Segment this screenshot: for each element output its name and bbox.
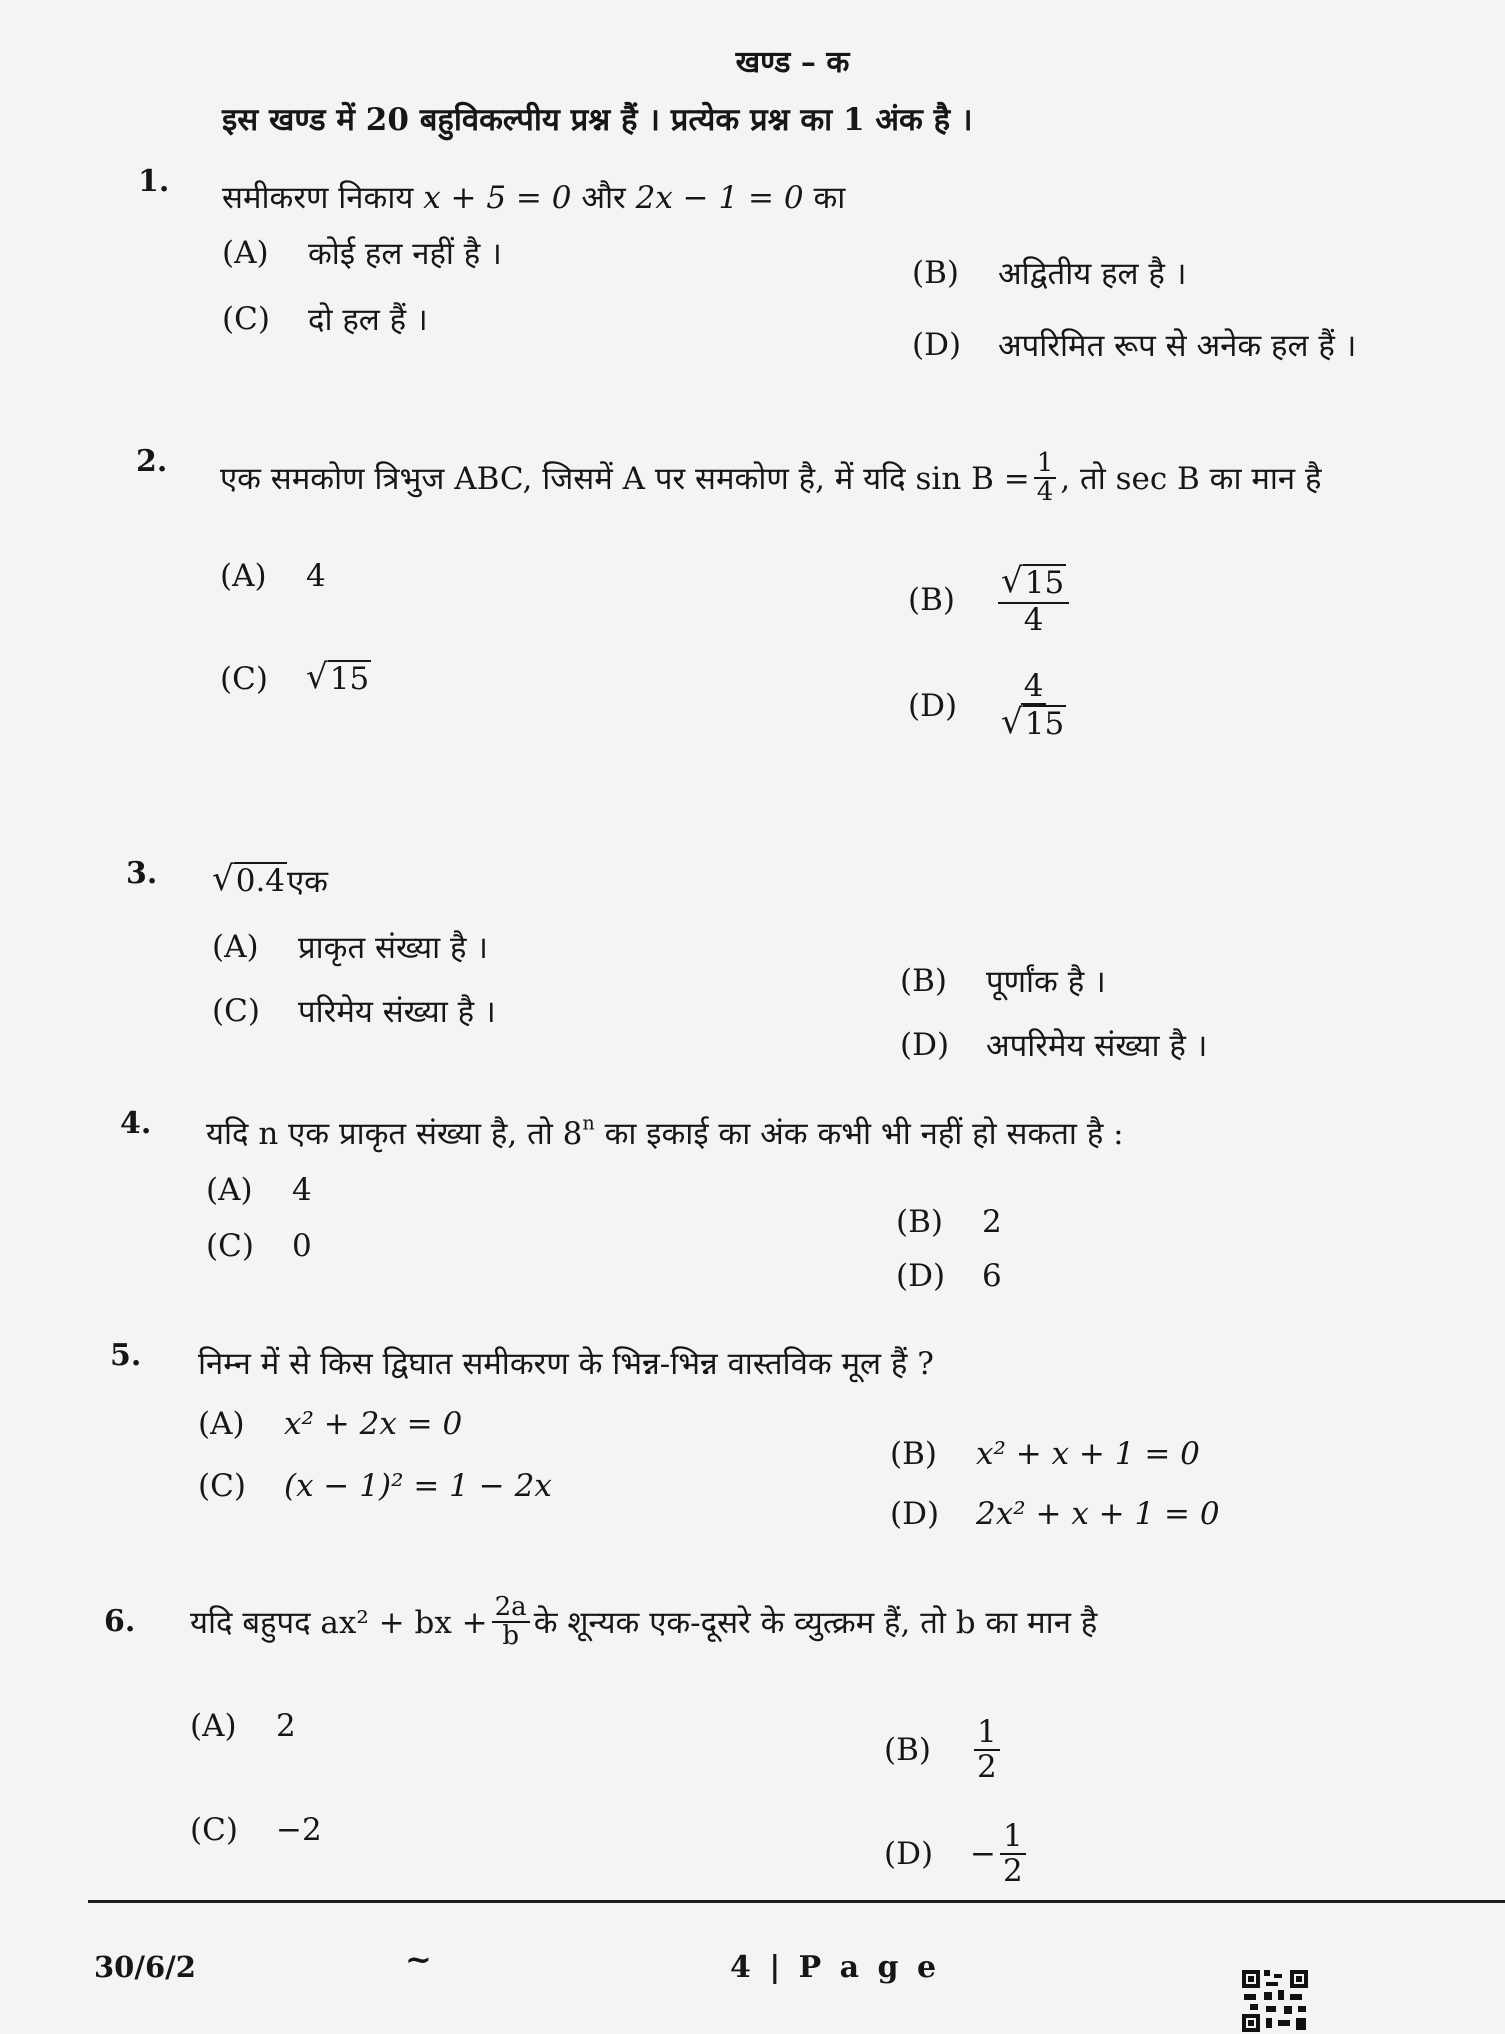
- question-3-option-d: (D) अपरिमेय संख्या है ।: [900, 1027, 1208, 1064]
- question-1-option-b: (B) अद्वितीय हल है ।: [912, 255, 1187, 292]
- question-6-option-d: (D) − $\frac{1}{2}$: [884, 1820, 1030, 1887]
- question-4-text: यदि n एक प्राकृत संख्या है, तो 8$^n$ का इकाई का अंक कभी भी नहीं हो सकता है :: [206, 1111, 1124, 1152]
- question-1-option-c: (C) दो हल हैं ।: [222, 301, 428, 338]
- question-1-text: समीकरण निकाय x + 5 = 0 और 2x − 1 = 0 का: [222, 180, 846, 216]
- section-title: खण्ड – क: [735, 45, 850, 80]
- section-intro: इस खण्ड में 20 बहुविकल्पीय प्रश्न हैं । प्रत्येक प्रश्न का 1 अंक है ।: [222, 102, 973, 138]
- question-3-option-c: (C) परिमेय संख्या है ।: [212, 993, 496, 1030]
- footer-tilde: ~: [405, 1940, 432, 1978]
- question-5-option-a: (A) x² + 2x = 0: [198, 1406, 463, 1442]
- question-4-number: 4.: [120, 1106, 152, 1141]
- question-4-option-b: (B) 2: [896, 1204, 1002, 1240]
- question-3-text: √ 0.4 एक: [212, 859, 328, 900]
- footer-divider: [88, 1900, 1505, 1903]
- polynomial-fraction: $\frac{2a}{b}$: [492, 1594, 530, 1651]
- question-1-option-a: (A) कोई हल नहीं है ।: [222, 235, 502, 272]
- question-6-option-b: (B) $\frac{1}{2}$: [884, 1716, 1004, 1783]
- equation-2: 2x − 1 = 0: [635, 180, 804, 216]
- question-2-option-a: (A) 4: [220, 558, 326, 594]
- question-3-number: 3.: [126, 856, 158, 891]
- question-1-number: 1.: [138, 164, 170, 199]
- qr-code-icon: [1240, 1968, 1310, 2034]
- question-5-option-b: (B) x² + x + 1 = 0: [890, 1436, 1200, 1472]
- question-4-option-a: (A) 4: [206, 1172, 312, 1208]
- page-number: 4 | P a g e: [730, 1950, 941, 1985]
- question-4-option-d: (D) 6: [896, 1258, 1002, 1294]
- question-4-option-c: (C) 0: [206, 1228, 312, 1264]
- question-6-option-c: (C) −2: [190, 1812, 322, 1848]
- question-6-number: 6.: [104, 1604, 136, 1639]
- paper-code: 30/6/2: [94, 1950, 196, 1984]
- question-2-option-d: (D) 4 √ 15: [908, 668, 1065, 742]
- sin-b-fraction: $\frac{1}{4}$: [1034, 450, 1057, 507]
- question-2-option-b: (B) √ 15 4: [908, 564, 1073, 636]
- question-3-option-a: (A) प्राकृत संख्या है ।: [212, 929, 489, 966]
- sqrt-expression: √ 0.4: [212, 859, 286, 900]
- question-1-option-d: (D) अपरिमित रूप से अनेक हल हैं ।: [912, 327, 1357, 364]
- question-5-number: 5.: [110, 1338, 142, 1373]
- question-2-text: एक समकोण त्रिभुज ABC, जिसमें A पर समकोण है, में यदि sin B = $\frac{1}{4}$ , तो sec B का मान है: [220, 448, 1322, 508]
- question-5-option-c: (C) (x − 1)² = 1 − 2x: [198, 1468, 552, 1504]
- question-5-option-d: (D) 2x² + x + 1 = 0: [890, 1496, 1220, 1532]
- question-2-option-c: (C) √ 15: [220, 657, 370, 697]
- question-6-option-a: (A) 2: [190, 1708, 296, 1744]
- equation-1: x + 5 = 0: [423, 180, 572, 216]
- question-6-text: यदि बहुपद ax² + bx + $\frac{2a}{b}$ के शून्यक एक-दूसरे के व्युत्क्रम हैं, तो b का मान है: [190, 1592, 1098, 1652]
- question-2-number: 2.: [136, 444, 168, 479]
- question-5-text: निम्न में से किस द्विघात समीकरण के भिन्न-भिन्न वास्तविक मूल हैं ?: [198, 1346, 934, 1382]
- question-3-option-b: (B) पूर्णांक है ।: [900, 963, 1106, 1000]
